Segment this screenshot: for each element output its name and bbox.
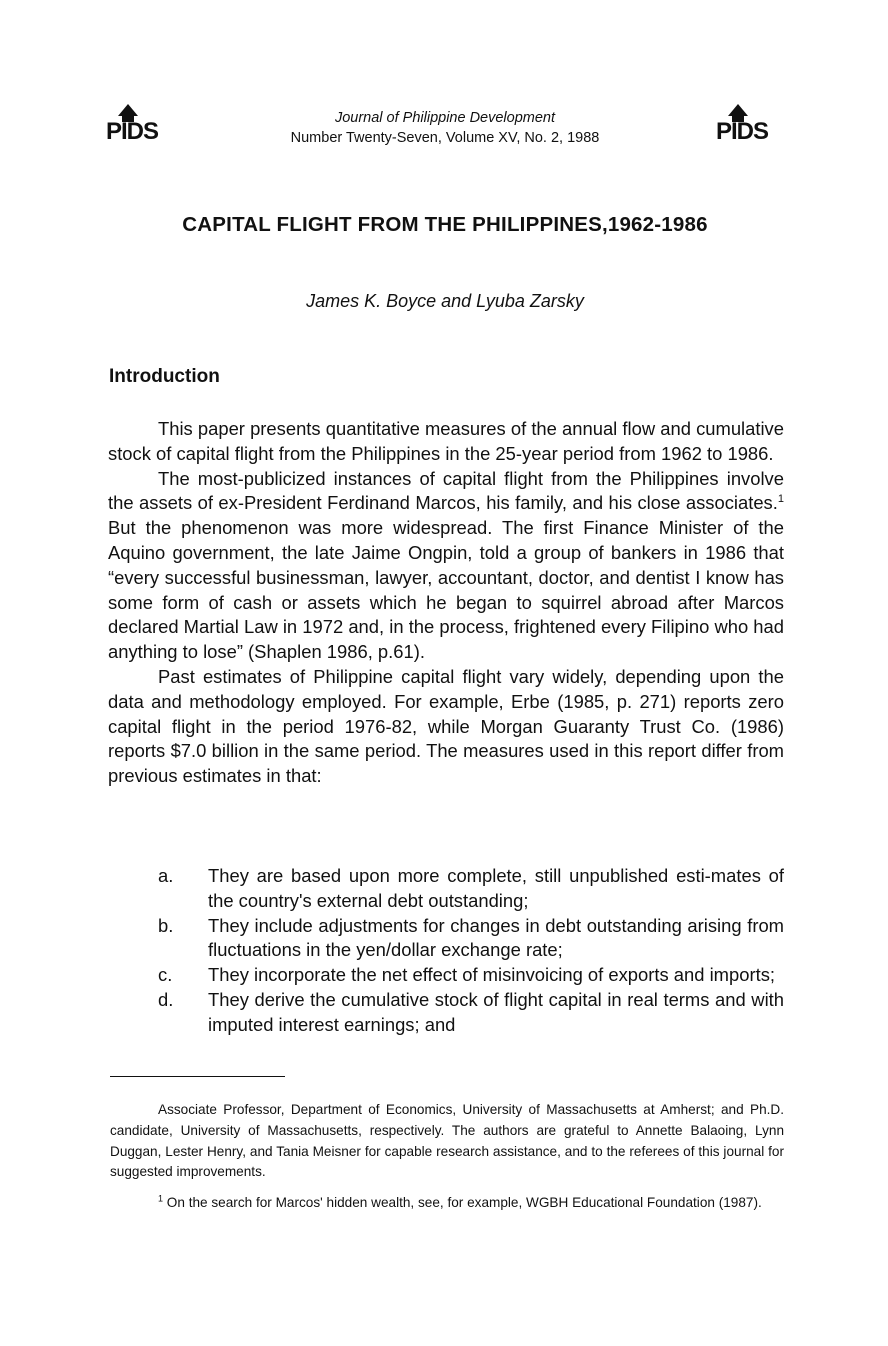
article-authors: James K. Boyce and Lyuba Zarsky	[306, 291, 584, 311]
list-text: They include adjustments for changes in debt outstanding arising from fluctuations in the yen/dollar exchange rate;	[208, 914, 784, 961]
list-item	[108, 963, 784, 988]
footnote-divider	[110, 1076, 285, 1077]
article-title: CAPITAL FLIGHT FROM THE PHILIPPINES,1962-1986	[182, 213, 708, 236]
footnote-marker: 1	[158, 1193, 164, 1204]
list-item	[108, 914, 784, 964]
paragraph-text: But the phenomenon was more widespread. The first Finance Minister of the Aquino government, the late Jaime Ongpin, told a group of bankers in 1986 that “every successful businessman, lawyer, accountant, doctor, and dentist I know has some form of cash or assets which he began to squirrel abroad after Marcos declared Martial Law in 1972 and, in the process, frightened every Filipino who had anything to lose” (Shaplen 1986, p.61).	[108, 517, 784, 663]
list-text: They are based upon more complete, still unpublished esti-mates of the country's external debt outstanding;	[208, 865, 784, 911]
paragraph	[108, 467, 784, 665]
paragraph-text: The most-publicized instances of capital flight from the Philippines involve the assets of ex-President Ferdinand Marcos, his family, and his close associates.	[108, 467, 784, 514]
pids-logo-text: PIDS	[716, 118, 769, 145]
section-heading: Introduction	[109, 366, 220, 387]
pids-logo-left	[106, 104, 174, 144]
list-marker: a.	[158, 865, 174, 886]
footnotes	[110, 1100, 784, 1214]
journal-issue: Number Twenty-Seven, Volume XV, No. 2, 1988	[290, 130, 600, 146]
article-body	[108, 417, 784, 789]
footnote-text: On the search for Marcos' hidden wealth, see, for example, WGBH Educational Foundation (1987).	[166, 1195, 762, 1211]
footnote-1	[110, 1193, 784, 1214]
paragraph: This paper presents quantitative measures of the annual flow and cumulative stock of capital flight from the Philippines in the 25-year period from 1962 to 1986.	[108, 418, 784, 464]
list-marker: b.	[158, 914, 174, 936]
criteria-list	[108, 864, 784, 1038]
pids-logo-text: PIDS	[106, 118, 159, 145]
list-item	[108, 988, 784, 1038]
journal-title: Journal of Philippine Development	[334, 110, 556, 126]
list-item	[108, 864, 784, 914]
paragraph: Past estimates of Philippine capital flight vary widely, depending upon the data and methodology employed. For example, Erbe (1985, p. 271) reports zero capital flight in the period 1976-82, while Morgan Guaranty Trust Co. (1986) reports $7.0 billion in the same period. The measures used in this report differ from previous estimates in that:	[108, 665, 784, 787]
list-text: They incorporate the net effect of misinvoicing of exports and imports;	[208, 964, 775, 986]
pids-logo-right	[716, 104, 784, 144]
author-footnote: Associate Professor, Department of Economics, University of Massachusetts at Amherst; and Ph.D. candidate, University of Massachusetts, respectively. The authors are grateful to Annette Balaoing, Lynn Duggan, Lester Henry, and Tania Meisner for capable research assistance, and to the referees of this journal for suggested improvements.	[110, 1102, 784, 1180]
footnote-ref: 1	[777, 493, 784, 506]
list-text: They derive the cumulative stock of flight capital in real terms and with imputed interest earnings; and	[208, 988, 784, 1035]
list-marker: d.	[158, 988, 174, 1010]
list-marker: c.	[158, 964, 173, 986]
